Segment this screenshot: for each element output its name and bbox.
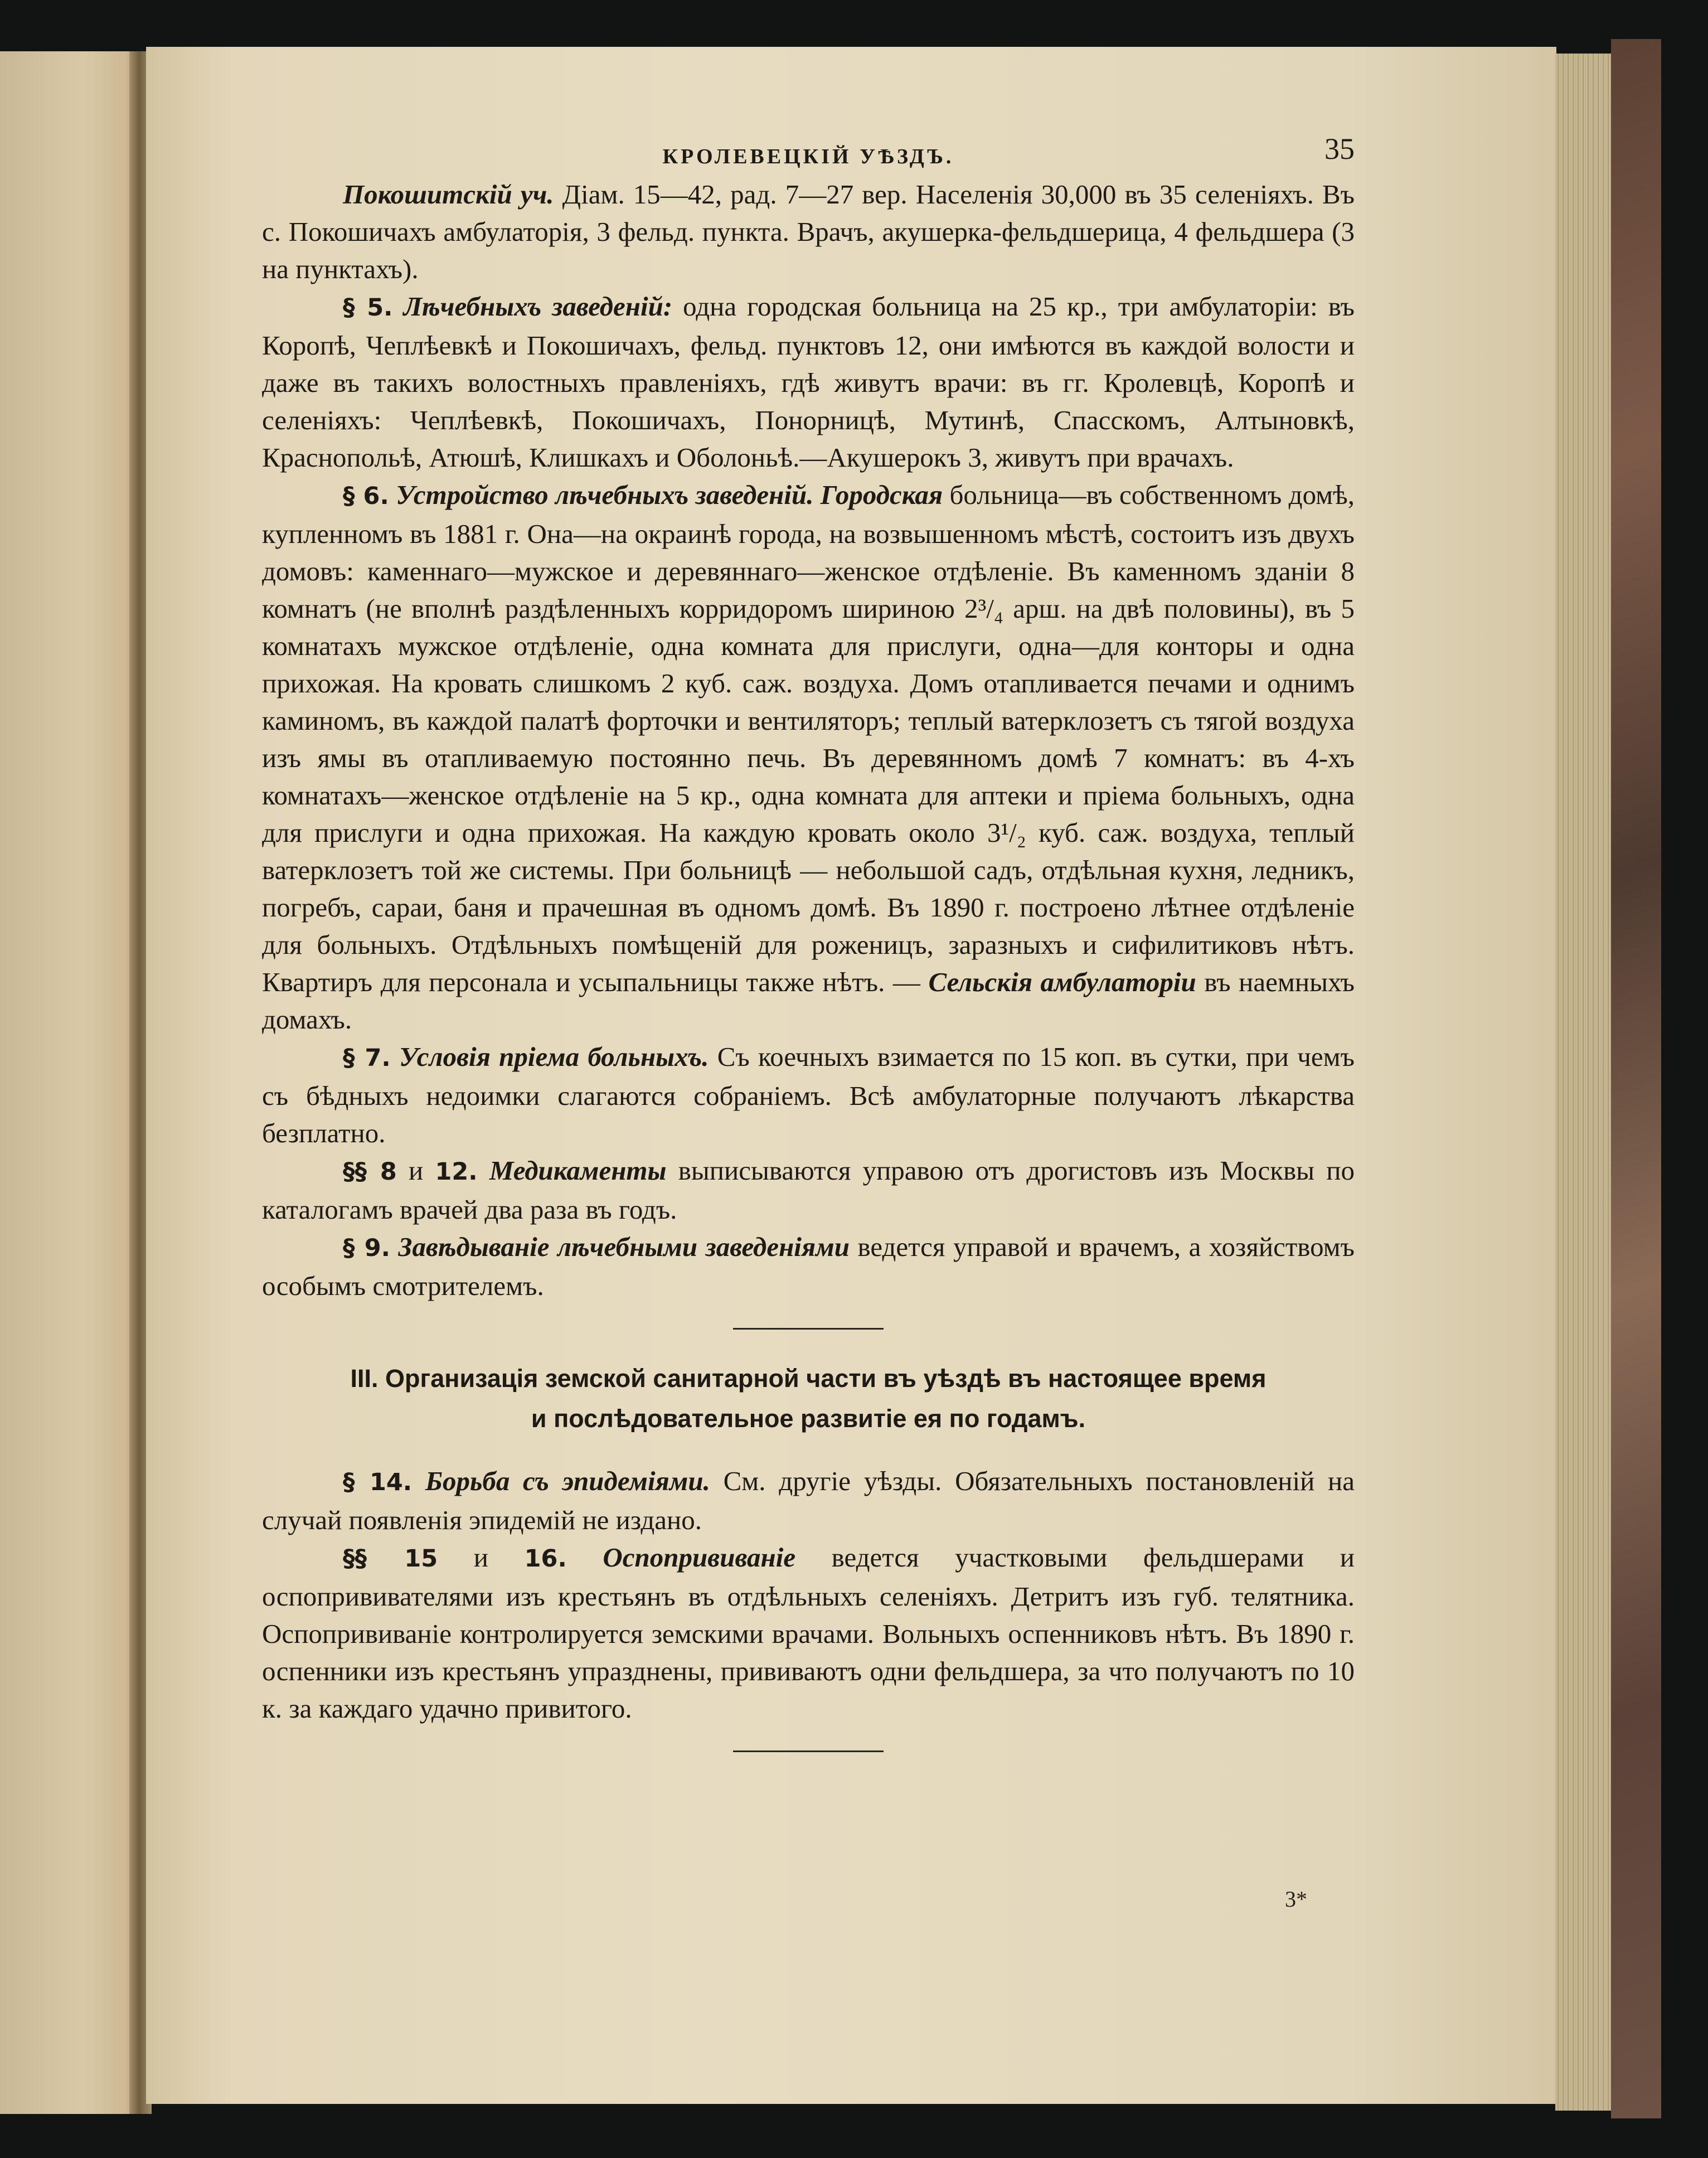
paragraph-segment [478,1155,489,1186]
paragraph-segment [390,1231,399,1262]
paragraph-segment: § 9. [343,1234,390,1262]
section-heading-line-2: и послѣдовательное развитіе ея по годамъ. [531,1404,1086,1433]
paragraph-segment [391,1041,399,1072]
marbled-cover [1611,39,1661,2118]
running-head: КРОЛЕВЕЦКІЙ УѢЗДЪ. [662,145,954,168]
paragraph-segment: Покошитскій уч. [343,179,554,210]
paragraph-par9 [262,1228,1355,1305]
paragraph-segment: Діам. 15—42, рад. 7—27 вер. Населенія 30,000 въ 35 селеніяхъ. Въ с. Покошичахъ амбулаторія, 3 фельд. пункта. Врачъ, акушерка-фельдшерица, 4 фельдшера (3 на пунктахъ). [262,179,1355,284]
paragraph-par8 [262,1152,1355,1228]
paragraph-segment: Борьба съ эпидеміями. [425,1466,710,1496]
page-text-block [262,123,1355,1781]
paragraph-segment: одна городская больница на 25 кр., три амбулаторіи: въ Коропѣ, Чеплѣевкѣ и Покошичахъ, фельд. пунктовъ 12, они имѣются въ каждой волости и даже въ такихъ волостныхъ правленіяхъ, гдѣ живутъ врачи: въ гг. Кролевцѣ, Коропѣ и селеніяхъ: Чеплѣевкѣ, Покошичахъ, Понорницѣ, Мутинѣ, Спасскомъ, Алтыновкѣ, Краснопольѣ, Атюшѣ, Клишкахъ и Оболоньѣ.—Акушерокъ 3, живутъ при врачахъ. [262,291,1355,473]
section-divider-top [733,1328,884,1330]
paragraph-par14 [262,1462,1355,1539]
paragraph-segment: §§ 8 [343,1158,397,1186]
page-edges [1555,54,1617,2111]
paragraph-segment: въ наемныхъ домахъ. [262,967,1355,1035]
paragraph-segment: выписываются управою отъ дрогистовъ изъ Москвы по каталогамъ врачей два раза въ годъ. [262,1155,1355,1225]
paragraph-segment: ведется управой и врачемъ, а хозяйствомъ особымъ смотрителемъ. [262,1231,1355,1301]
paragraph-segment: 12. [435,1158,478,1186]
paragraph-segment: 16. [524,1545,567,1573]
paragraph-segment: больница—въ собственномъ домѣ, купленномъ въ 1881 г. Она—на окраинѣ города, на возвышенномъ мѣстѣ, состоитъ изъ двухъ домовъ: каменнаго—мужское и деревяннаго—женское отдѣленіе. Въ каменномъ зданіи 8 комнатъ (не вполнѣ раздѣленныхъ корридоромъ шириною 2³/₄ арш. на двѣ половины), въ 5 комнатахъ мужское отдѣленіе, одна комната для прислуги, одна—для конторы и одна прихожая. На кровать слишкомъ 2 куб. саж. воздуха. Домъ отапливается печами и однимъ каминомъ, въ каждой палатѣ форточки и вентиляторъ; теплый ватерклозетъ съ тягой воздуха изъ ямы въ отапливаемую постоянно печь. Въ деревянномъ домѣ 7 комнатъ: въ 4-хъ комнатахъ—женское отдѣленіе на 5 кр., одна комната для аптеки и пріема больныхъ, одна для прислуги и одна прихожая. На каждую кровать около 3¹/₂ куб. саж. воздуха, теплый ватерклозетъ той же системы. При больницѣ — небольшой садъ, отдѣльная кухня, ледникъ, погребъ, сараи, баня и прачешная въ одномъ домѣ. Въ 1890 г. построено лѣтнее отдѣленіе для больныхъ. Отдѣльныхъ помѣщеній для роженицъ, заразныхъ и сифилитиковъ нѣтъ. Квартиръ для персонала и усыпальницы также нѣтъ. — [262,479,1355,997]
section-paragraphs [262,1462,1355,1727]
paragraph-segment [412,1466,425,1496]
paragraph-par7 [262,1038,1355,1152]
paragraph-segment: §§ 15 [343,1545,438,1573]
paragraph-segment [392,291,403,322]
paragraph-segment: § 7. [343,1044,391,1072]
paragraph-segment: § 14. [343,1468,413,1496]
paragraph-par5 [262,288,1355,476]
paragraph-segment: ведется участковыми фельдшерами и оспопрививателями изъ крестьянъ въ отдѣльныхъ селеніяхъ. Детритъ изъ губ. телятника. Оспопрививаніе контролируется земскими врачами. Вольныхъ оспенниковъ нѣтъ. Въ 1890 г. оспенники изъ крестьянъ упразднены, прививаютъ одни фельдшера, за что получаютъ по 10 к. за каждаго удачно привитого. [262,1542,1355,1724]
section-divider-bottom [733,1750,884,1752]
paragraph-segment: § 5. [343,294,393,322]
page-header [262,123,1355,176]
paragraph-segment: и [438,1542,525,1573]
paragraph-pokoshitsky [262,176,1355,288]
signature-mark: 3* [1285,1887,1307,1912]
paragraph-par15 [262,1539,1355,1727]
paragraph-segment: и [396,1155,435,1186]
section-heading-line-1: III. Организація земской санитарной части въ уѣздѣ въ настоящее время [350,1364,1267,1393]
paragraph-segment: Лѣчебныхъ заведеній: [403,291,673,322]
paragraph-par6 [262,476,1355,1038]
paragraph-segment: Съ коечныхъ взимается по 15 коп. въ сутки, при чемъ съ бѣдныхъ недоимки слагаются собраніемъ. Всѣ амбулаторные получаютъ лѣкарства безплатно. [262,1041,1355,1148]
paragraph-segment: Условія пріема больныхъ. [399,1041,709,1072]
paragraph-segment: § 6. [343,482,389,510]
paragraph-segment: Сельскія амбулаторіи [928,967,1196,997]
paragraph-segment: Медикаменты [489,1155,667,1186]
body-paragraphs [262,176,1355,1305]
paragraph-segment [567,1542,603,1573]
paragraph-segment: См. другіе уѣзды. Обязательныхъ постановленій на случай появленія эпидемій не издано. [262,1466,1355,1535]
paragraph-segment: Оспопрививаніе [603,1542,796,1573]
paragraph-segment: Завѣдываніе лѣчебными заведеніями [398,1231,850,1262]
page-number: 35 [1324,132,1355,166]
paragraph-segment [389,479,396,510]
paragraph-segment: Устройство лѣчебныхъ заведеній. Городская [396,479,943,510]
section-heading [262,1359,1355,1439]
left-page-edge [0,51,139,2114]
